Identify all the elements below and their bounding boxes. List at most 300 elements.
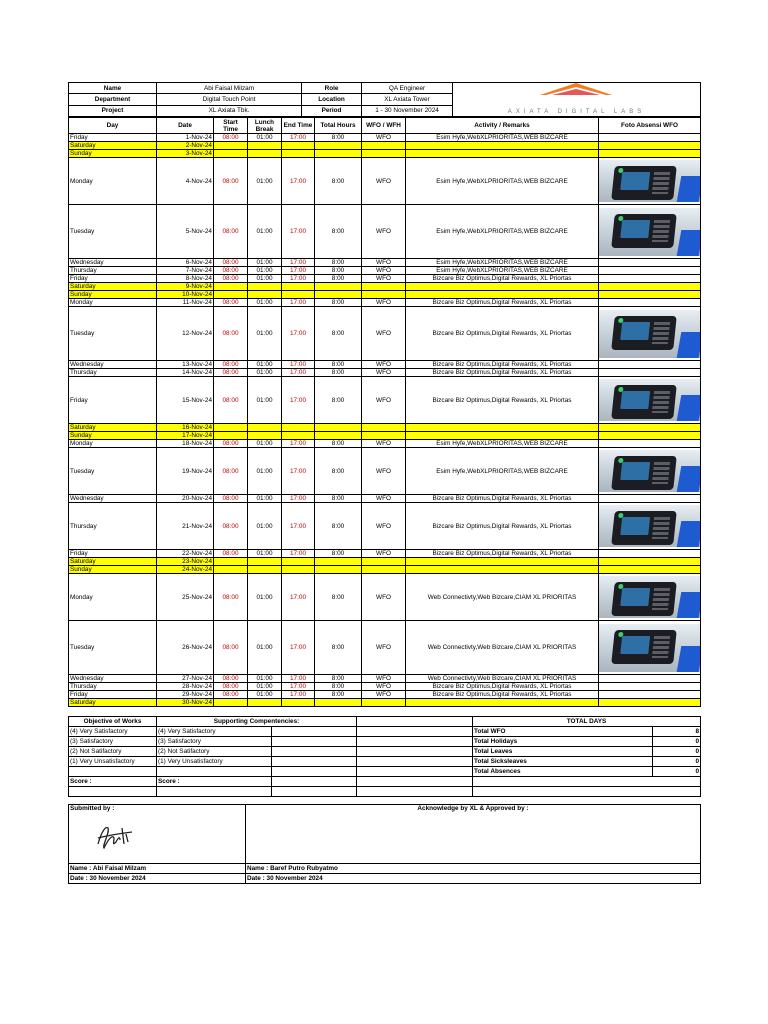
day-cell: Saturday bbox=[69, 283, 157, 291]
wfo-wfh-cell: WFO bbox=[362, 361, 406, 369]
end-time-cell: 17:00 bbox=[282, 683, 315, 691]
total-hours-cell bbox=[315, 558, 362, 566]
col-end-time: End Time bbox=[282, 118, 315, 134]
wfo-wfh-cell: WFO bbox=[362, 134, 406, 142]
table-row bbox=[69, 440, 701, 448]
day-cell: Sunday bbox=[69, 150, 157, 158]
col-lunch-break: Lunch Break bbox=[248, 118, 282, 134]
table-row bbox=[69, 566, 701, 574]
end-time-cell: 17:00 bbox=[282, 675, 315, 683]
activity-cell: Bizcare Biz Optimus,Digital Rewards, XL Priortas bbox=[406, 377, 599, 424]
header-table bbox=[68, 82, 701, 117]
total-hours-cell: 8:00 bbox=[315, 495, 362, 503]
name-label: Name bbox=[69, 83, 157, 94]
signature-table bbox=[68, 804, 701, 884]
wfo-wfh-cell bbox=[362, 150, 406, 158]
wfo-wfh-cell: WFO bbox=[362, 259, 406, 267]
wfo-wfh-cell: WFO bbox=[362, 691, 406, 699]
total-hours-cell bbox=[315, 424, 362, 432]
day-cell: Thursday bbox=[69, 683, 157, 691]
day-cell: Friday bbox=[69, 691, 157, 699]
table-row bbox=[69, 142, 701, 150]
wfo-wfh-cell: WFO bbox=[362, 550, 406, 558]
attendance-photo-cell bbox=[599, 691, 701, 699]
attendance-photo-cell bbox=[599, 134, 701, 142]
table-row bbox=[69, 377, 701, 424]
attendance-photo-cell bbox=[599, 558, 701, 566]
activity-cell: Web Connectivty,Web Bizcare,CIAM XL PRIORITAS bbox=[406, 675, 599, 683]
start-time-cell: 08:00 bbox=[214, 158, 248, 205]
total-label: Total Sicksleaves bbox=[473, 757, 653, 767]
total-value: 0 bbox=[653, 737, 701, 747]
location-value: XL Axiata Tower bbox=[362, 94, 453, 105]
date-cell: 18-Nov-24 bbox=[157, 440, 214, 448]
total-hours-cell: 8:00 bbox=[315, 621, 362, 675]
activity-cell: Bizcare Biz Optimus,Digital Rewards, XL Priortas bbox=[406, 495, 599, 503]
period-label: Period bbox=[302, 105, 362, 116]
attendance-photo-cell bbox=[599, 369, 701, 377]
date-cell: 13-Nov-24 bbox=[157, 361, 214, 369]
activity-cell bbox=[406, 699, 599, 707]
end-time-cell: 17:00 bbox=[282, 134, 315, 142]
total-hours-cell bbox=[315, 566, 362, 574]
date-cell: 14-Nov-24 bbox=[157, 369, 214, 377]
signature-image bbox=[92, 820, 138, 854]
day-cell: Thursday bbox=[69, 369, 157, 377]
total-hours-cell: 8:00 bbox=[315, 440, 362, 448]
end-time-cell: 17:00 bbox=[282, 369, 315, 377]
start-time-cell bbox=[214, 566, 248, 574]
total-hours-cell: 8:00 bbox=[315, 574, 362, 621]
total-hours-cell: 8:00 bbox=[315, 275, 362, 283]
wfo-wfh-cell bbox=[362, 283, 406, 291]
competency-score-label: Score : bbox=[157, 777, 272, 787]
end-time-cell: 17:00 bbox=[282, 377, 315, 424]
wfo-wfh-cell bbox=[362, 566, 406, 574]
end-time-cell: 17:00 bbox=[282, 503, 315, 550]
wfo-wfh-cell: WFO bbox=[362, 377, 406, 424]
role-label: Role bbox=[302, 83, 362, 94]
attendance-photo bbox=[599, 450, 701, 492]
wfo-wfh-cell: WFO bbox=[362, 205, 406, 259]
date-cell: 10-Nov-24 bbox=[157, 291, 214, 299]
attendance-photo bbox=[599, 208, 701, 256]
day-cell: Sunday bbox=[69, 566, 157, 574]
attendance-photo bbox=[599, 624, 701, 672]
activity-cell: Esim Hyfe,WebXLPRIORITAS,WEB BIZCARE bbox=[406, 205, 599, 259]
table-row bbox=[69, 369, 701, 377]
table-row bbox=[69, 621, 701, 675]
attendance-photo bbox=[599, 310, 701, 358]
start-time-cell: 08:00 bbox=[214, 299, 248, 307]
end-time-cell: 17:00 bbox=[282, 621, 315, 675]
table-row bbox=[69, 267, 701, 275]
attendance-table bbox=[68, 117, 701, 707]
attendance-photo-cell bbox=[599, 283, 701, 291]
end-time-cell: 17:00 bbox=[282, 448, 315, 495]
timesheet bbox=[68, 82, 700, 884]
lunch-break-cell: 01:00 bbox=[248, 691, 282, 699]
total-hours-cell: 8:00 bbox=[315, 550, 362, 558]
total-hours-cell: 8:00 bbox=[315, 361, 362, 369]
start-time-cell: 08:00 bbox=[214, 275, 248, 283]
table-row bbox=[69, 150, 701, 158]
lunch-break-cell: 01:00 bbox=[248, 307, 282, 361]
lunch-break-cell: 01:00 bbox=[248, 361, 282, 369]
total-hours-cell bbox=[315, 283, 362, 291]
date-cell: 16-Nov-24 bbox=[157, 424, 214, 432]
wfo-wfh-cell bbox=[362, 432, 406, 440]
attendance-photo-cell bbox=[599, 361, 701, 369]
table-row bbox=[69, 558, 701, 566]
table-row bbox=[69, 432, 701, 440]
attendance-photo-cell bbox=[599, 566, 701, 574]
objective-item: (2) Not Satifactory bbox=[69, 747, 157, 757]
date-cell: 20-Nov-24 bbox=[157, 495, 214, 503]
end-time-cell bbox=[282, 699, 315, 707]
wfo-wfh-cell bbox=[362, 291, 406, 299]
table-row bbox=[69, 424, 701, 432]
wfo-wfh-cell: WFO bbox=[362, 158, 406, 205]
attendance-photo-cell bbox=[599, 377, 701, 424]
day-cell: Wednesday bbox=[69, 361, 157, 369]
start-time-cell: 08:00 bbox=[214, 377, 248, 424]
activity-cell: Esim Hyfe,WebXLPRIORITAS,WEB BIZCARE bbox=[406, 259, 599, 267]
department-label: Department bbox=[69, 94, 157, 105]
end-time-cell: 17:00 bbox=[282, 691, 315, 699]
activity-cell: Bizcare Biz Optimus,Digital Rewards, XL Priortas bbox=[406, 369, 599, 377]
activity-cell: Bizcare Biz Optimus,Digital Rewards, XL Priortas bbox=[406, 307, 599, 361]
end-time-cell bbox=[282, 432, 315, 440]
lunch-break-cell: 01:00 bbox=[248, 377, 282, 424]
total-hours-cell bbox=[315, 699, 362, 707]
company-logo bbox=[453, 83, 701, 117]
total-value: 0 bbox=[653, 757, 701, 767]
total-hours-cell: 8:00 bbox=[315, 158, 362, 205]
date-cell: 15-Nov-24 bbox=[157, 377, 214, 424]
date-cell: 7-Nov-24 bbox=[157, 267, 214, 275]
table-row bbox=[69, 495, 701, 503]
day-cell: Monday bbox=[69, 299, 157, 307]
activity-cell bbox=[406, 142, 599, 150]
competency-item: (2) Not Satifactory bbox=[157, 747, 272, 757]
wfo-wfh-cell: WFO bbox=[362, 495, 406, 503]
day-cell: Monday bbox=[69, 574, 157, 621]
objective-item: (4) Very Satisfactory bbox=[69, 727, 157, 737]
wfo-wfh-cell: WFO bbox=[362, 440, 406, 448]
end-time-cell: 17:00 bbox=[282, 495, 315, 503]
logo-mark-icon bbox=[492, 83, 662, 109]
date-cell: 27-Nov-24 bbox=[157, 675, 214, 683]
wfo-wfh-cell bbox=[362, 558, 406, 566]
day-cell: Tuesday bbox=[69, 448, 157, 495]
start-time-cell bbox=[214, 424, 248, 432]
logo-text: AXIATA DIGITAL LABS bbox=[507, 109, 646, 115]
start-time-cell: 08:00 bbox=[214, 691, 248, 699]
attendance-photo bbox=[599, 160, 701, 202]
day-cell: Wednesday bbox=[69, 259, 157, 267]
total-hours-cell: 8:00 bbox=[315, 299, 362, 307]
activity-cell bbox=[406, 432, 599, 440]
total-hours-cell: 8:00 bbox=[315, 448, 362, 495]
wfo-wfh-cell bbox=[362, 142, 406, 150]
wfo-wfh-cell: WFO bbox=[362, 307, 406, 361]
attendance-photo-cell bbox=[599, 503, 701, 550]
activity-cell bbox=[406, 424, 599, 432]
table-row bbox=[69, 691, 701, 699]
lunch-break-cell: 01:00 bbox=[248, 621, 282, 675]
end-time-cell bbox=[282, 283, 315, 291]
table-row bbox=[69, 307, 701, 361]
end-time-cell: 17:00 bbox=[282, 267, 315, 275]
attendance-photo-cell bbox=[599, 142, 701, 150]
wfo-wfh-cell: WFO bbox=[362, 621, 406, 675]
day-cell: Tuesday bbox=[69, 205, 157, 259]
start-time-cell bbox=[214, 699, 248, 707]
competencies-title: Supporting Compentencies: bbox=[157, 717, 357, 727]
wfo-wfh-cell: WFO bbox=[362, 448, 406, 495]
table-row bbox=[69, 158, 701, 205]
total-hours-cell bbox=[315, 150, 362, 158]
end-time-cell: 17:00 bbox=[282, 275, 315, 283]
date-cell: 17-Nov-24 bbox=[157, 432, 214, 440]
activity-cell: Bizcare Biz Optimus,Digital Rewards, XL Priortas bbox=[406, 275, 599, 283]
lunch-break-cell: 01:00 bbox=[248, 448, 282, 495]
table-row bbox=[69, 291, 701, 299]
date-cell: 11-Nov-24 bbox=[157, 299, 214, 307]
objective-item: (1) Very Unsatisfactory bbox=[69, 757, 157, 767]
start-time-cell: 08:00 bbox=[214, 495, 248, 503]
start-time-cell: 08:00 bbox=[214, 361, 248, 369]
lunch-break-cell: 01:00 bbox=[248, 275, 282, 283]
end-time-cell bbox=[282, 424, 315, 432]
wfo-wfh-cell: WFO bbox=[362, 299, 406, 307]
total-value: 8 bbox=[653, 727, 701, 737]
table-row bbox=[69, 675, 701, 683]
attendance-photo-cell bbox=[599, 683, 701, 691]
total-hours-cell bbox=[315, 142, 362, 150]
lunch-break-cell: 01:00 bbox=[248, 259, 282, 267]
date-cell: 21-Nov-24 bbox=[157, 503, 214, 550]
start-time-cell bbox=[214, 291, 248, 299]
table-row bbox=[69, 550, 701, 558]
activity-cell: Bizcare Biz Optimus,Digital Rewards, XL Priortas bbox=[406, 361, 599, 369]
end-time-cell: 17:00 bbox=[282, 550, 315, 558]
lunch-break-cell: 01:00 bbox=[248, 683, 282, 691]
submitted-label: Submitted by : bbox=[70, 805, 115, 812]
day-cell: Wednesday bbox=[69, 675, 157, 683]
attendance-photo-cell bbox=[599, 675, 701, 683]
start-time-cell: 08:00 bbox=[214, 621, 248, 675]
lunch-break-cell bbox=[248, 699, 282, 707]
day-cell: Thursday bbox=[69, 503, 157, 550]
date-cell: 25-Nov-24 bbox=[157, 574, 214, 621]
summary-table bbox=[68, 716, 701, 797]
submitter-name: Name : Abi Faisal Milzam bbox=[69, 864, 246, 874]
lunch-break-cell: 01:00 bbox=[248, 158, 282, 205]
total-label: Total Holidays bbox=[473, 737, 653, 747]
total-label: Total WFO bbox=[473, 727, 653, 737]
day-cell: Friday bbox=[69, 377, 157, 424]
activity-cell bbox=[406, 566, 599, 574]
activity-cell bbox=[406, 283, 599, 291]
table-row bbox=[69, 448, 701, 495]
attendance-photo bbox=[599, 576, 701, 618]
wfo-wfh-cell: WFO bbox=[362, 675, 406, 683]
date-cell: 22-Nov-24 bbox=[157, 550, 214, 558]
total-hours-cell bbox=[315, 432, 362, 440]
col-wfo-wfh: WFO / WFH bbox=[362, 118, 406, 134]
start-time-cell bbox=[214, 150, 248, 158]
objective-score-label: Score : bbox=[69, 777, 157, 787]
col-total-hours: Total Hours bbox=[315, 118, 362, 134]
total-hours-cell: 8:00 bbox=[315, 683, 362, 691]
lunch-break-cell: 01:00 bbox=[248, 205, 282, 259]
activity-cell bbox=[406, 558, 599, 566]
col-date: Date bbox=[157, 118, 214, 134]
start-time-cell: 08:00 bbox=[214, 369, 248, 377]
attendance-photo-cell bbox=[599, 299, 701, 307]
project-label: Project bbox=[69, 105, 157, 116]
col-day: Day bbox=[69, 118, 157, 134]
project-value: XL Axiata Tbk. bbox=[157, 105, 302, 116]
activity-cell: Esim Hyfe,WebXLPRIORITAS,WEB BIZCARE bbox=[406, 267, 599, 275]
end-time-cell bbox=[282, 142, 315, 150]
lunch-break-cell bbox=[248, 291, 282, 299]
attendance-photo-cell bbox=[599, 205, 701, 259]
lunch-break-cell bbox=[248, 558, 282, 566]
lunch-break-cell: 01:00 bbox=[248, 267, 282, 275]
activity-cell: Bizcare Biz Optimus,Digital Rewards, XL Priortas bbox=[406, 550, 599, 558]
name-value: Abi Faisal Milzam bbox=[157, 83, 302, 94]
start-time-cell: 08:00 bbox=[214, 448, 248, 495]
total-hours-cell: 8:00 bbox=[315, 307, 362, 361]
day-cell: Friday bbox=[69, 275, 157, 283]
attendance-photo-cell bbox=[599, 275, 701, 283]
wfo-wfh-cell: WFO bbox=[362, 503, 406, 550]
activity-cell: Esim Hyfe,WebXLPRIORITAS,WEB BIZCARE bbox=[406, 448, 599, 495]
attendance-photo-cell bbox=[599, 448, 701, 495]
end-time-cell bbox=[282, 558, 315, 566]
lunch-break-cell bbox=[248, 283, 282, 291]
day-cell: Saturday bbox=[69, 424, 157, 432]
attendance-photo-cell bbox=[599, 621, 701, 675]
lunch-break-cell bbox=[248, 150, 282, 158]
date-cell: 23-Nov-24 bbox=[157, 558, 214, 566]
activity-cell: Bizcare Biz Optimus,Digital Rewards, XL Priortas bbox=[406, 503, 599, 550]
end-time-cell: 17:00 bbox=[282, 259, 315, 267]
activity-cell bbox=[406, 291, 599, 299]
location-label: Location bbox=[302, 94, 362, 105]
total-days-title: TOTAL DAYS bbox=[473, 717, 701, 727]
total-label: Total Absences bbox=[473, 767, 653, 777]
total-hours-cell bbox=[315, 291, 362, 299]
total-value: 0 bbox=[653, 747, 701, 757]
wfo-wfh-cell: WFO bbox=[362, 683, 406, 691]
date-cell: 5-Nov-24 bbox=[157, 205, 214, 259]
total-hours-cell: 8:00 bbox=[315, 377, 362, 424]
activity-cell: Web Connectivty,Web Bizcare,CIAM XL PRIORITAS bbox=[406, 621, 599, 675]
day-cell: Saturday bbox=[69, 142, 157, 150]
attendance-photo-cell bbox=[599, 550, 701, 558]
total-hours-cell: 8:00 bbox=[315, 205, 362, 259]
total-label: Total Leaves bbox=[473, 747, 653, 757]
lunch-break-cell bbox=[248, 424, 282, 432]
lunch-break-cell bbox=[248, 432, 282, 440]
attendance-photo-cell bbox=[599, 495, 701, 503]
end-time-cell: 17:00 bbox=[282, 361, 315, 369]
total-hours-cell: 8:00 bbox=[315, 691, 362, 699]
day-cell: Friday bbox=[69, 134, 157, 142]
total-hours-cell: 8:00 bbox=[315, 267, 362, 275]
attendance-photo bbox=[599, 505, 701, 547]
date-cell: 28-Nov-24 bbox=[157, 683, 214, 691]
attendance-photo-cell bbox=[599, 291, 701, 299]
total-hours-cell: 8:00 bbox=[315, 675, 362, 683]
table-row bbox=[69, 503, 701, 550]
end-time-cell: 17:00 bbox=[282, 158, 315, 205]
activity-cell: Bizcare Biz Optimus,Digital Rewards, XL Priortas bbox=[406, 691, 599, 699]
start-time-cell bbox=[214, 142, 248, 150]
competency-item: (4) Very Satisfactory bbox=[157, 727, 272, 737]
lunch-break-cell: 01:00 bbox=[248, 574, 282, 621]
activity-cell: Esim Hyfe,WebXLPRIORITAS,WEB BIZCARE bbox=[406, 134, 599, 142]
lunch-break-cell: 01:00 bbox=[248, 503, 282, 550]
start-time-cell: 08:00 bbox=[214, 574, 248, 621]
day-cell: Monday bbox=[69, 158, 157, 205]
col-start-time: Start Time bbox=[214, 118, 248, 134]
wfo-wfh-cell bbox=[362, 424, 406, 432]
date-cell: 4-Nov-24 bbox=[157, 158, 214, 205]
table-row bbox=[69, 683, 701, 691]
attendance-photo-cell bbox=[599, 150, 701, 158]
lunch-break-cell: 01:00 bbox=[248, 299, 282, 307]
end-time-cell: 17:00 bbox=[282, 574, 315, 621]
attendance-photo bbox=[599, 379, 701, 421]
table-row bbox=[69, 275, 701, 283]
end-time-cell bbox=[282, 291, 315, 299]
activity-cell bbox=[406, 150, 599, 158]
lunch-break-cell: 01:00 bbox=[248, 369, 282, 377]
attendance-photo-cell bbox=[599, 307, 701, 361]
attendance-photo-cell bbox=[599, 574, 701, 621]
date-cell: 9-Nov-24 bbox=[157, 283, 214, 291]
end-time-cell: 17:00 bbox=[282, 205, 315, 259]
day-cell: Thursday bbox=[69, 267, 157, 275]
date-cell: 26-Nov-24 bbox=[157, 621, 214, 675]
start-time-cell: 08:00 bbox=[214, 259, 248, 267]
end-time-cell: 17:00 bbox=[282, 299, 315, 307]
start-time-cell: 08:00 bbox=[214, 550, 248, 558]
col-activity: Activity / Remarks bbox=[406, 118, 599, 134]
col-photo: Foto Absensi WFO bbox=[599, 118, 701, 134]
start-time-cell: 08:00 bbox=[214, 205, 248, 259]
attendance-photo-cell bbox=[599, 432, 701, 440]
activity-cell: Bizcare Biz Optimus,Digital Rewards, XL Priortas bbox=[406, 683, 599, 691]
start-time-cell: 08:00 bbox=[214, 683, 248, 691]
table-row bbox=[69, 699, 701, 707]
attendance-photo-cell bbox=[599, 259, 701, 267]
submitter-date: Date : 30 November 2024 bbox=[69, 874, 246, 884]
activity-cell: Esim Hyfe,WebXLPRIORITAS,WEB BIZCARE bbox=[406, 158, 599, 205]
table-row bbox=[69, 205, 701, 259]
day-cell: Friday bbox=[69, 550, 157, 558]
total-value: 0 bbox=[653, 767, 701, 777]
total-hours-cell: 8:00 bbox=[315, 503, 362, 550]
date-cell: 30-Nov-24 bbox=[157, 699, 214, 707]
table-row bbox=[69, 134, 701, 142]
submitted-block bbox=[69, 805, 246, 864]
